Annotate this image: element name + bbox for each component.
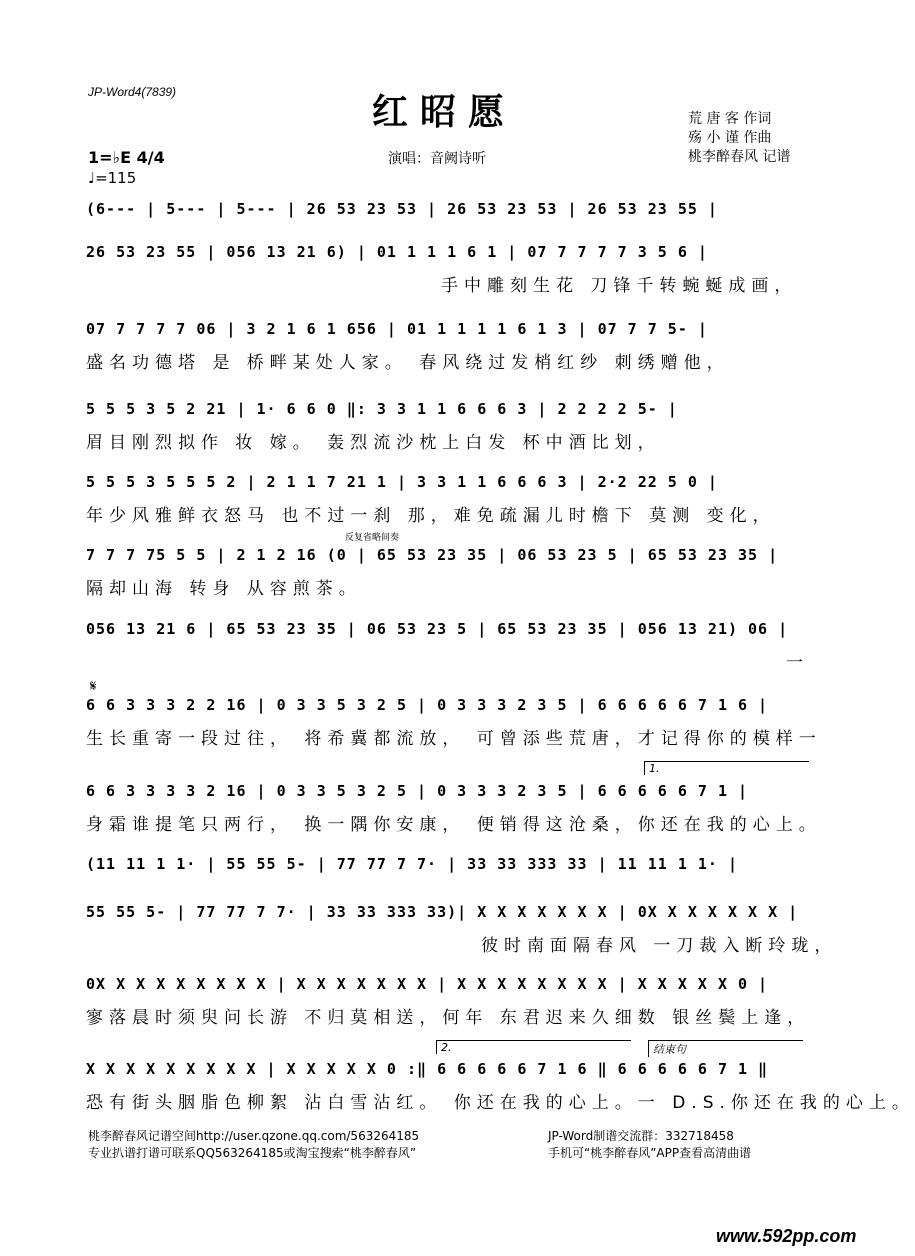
notes-line: (11 11 1 1· | 55 55 5- | 77 77 7 7· | 33 33 333 33 | 11 11 1 1· | (86, 855, 738, 873)
notes-line: 55 55 5- | 77 77 7 7· | 33 33 333 33)| X X X X X X X | 0X X X X X X X | (86, 903, 799, 921)
lyrics-line: 寥落晨时须臾问长游 不归莫相送，何年 东君迟来久细数 银丝鬓上逢， (86, 1008, 811, 1028)
system-6 (86, 546, 806, 598)
footer-left (88, 1128, 419, 1162)
system-11 (86, 903, 838, 956)
notes-line: 6 6 3 3 3 3 2 16 | 0 3 3 5 3 2 5 | 0 3 3 3 2 3 5 | 6 6 6 6 6 7 1 | (86, 782, 749, 800)
site-watermark[interactable]: www.592pp.com (716, 1226, 857, 1246)
system-1 (86, 200, 806, 228)
tempo-marking: ♩=115 (88, 169, 137, 187)
footer-group: JP-Word制谱交流群：332718458 (548, 1129, 734, 1143)
footer-contact: 专业扒谱打谱可联系QQ563264185或淘宝搜索“桃李醉春风” (88, 1146, 417, 1160)
notes-line: 26 53 23 55 | 056 13 21 6) | 01 1 1 1 6 1 | 07 7 7 7 7 3 5 6 | (86, 243, 708, 261)
lyrics-line: 年少风雅鲜衣怒马 也不过一刹 那，难免疏漏儿时檐下 莫测 变化， (86, 506, 776, 526)
ending-bracket: 结束句 (648, 1040, 803, 1057)
key-signature: 1=♭E 4/4 (88, 148, 165, 167)
notes-line: 056 13 21 6 | 65 53 23 35 | 06 53 23 5 | 65 53 23 35 | 056 13 21) 06 | (86, 620, 789, 638)
singer-credit: 演唱：音阙诗听 (388, 151, 486, 167)
notes-line: X X X X X X X X X | X X X X X 0 :‖ 6 6 6 6 6 7 1 6 ‖ 6 6 6 6 6 7 1 ‖ (86, 1060, 769, 1078)
system-4 (86, 400, 806, 452)
notes-line: 6 6 3 3 3 2 2 16 | 0 3 3 5 3 2 5 | 0 3 3 3 2 3 5 | 6 6 6 6 6 7 1 6 | (86, 696, 769, 714)
lyrics-line: 身霜谁提笔只两行， 换一隅你安康， 便销得这沧桑，你还在我的心上。 (86, 815, 822, 835)
system-8 (86, 696, 822, 749)
lyrics-line: 生长重寄一段过往， 将希冀都流放， 可曾添些荒唐，才记得你的模样一 (86, 729, 822, 749)
repeat-note: 反复省略间奏 (345, 533, 400, 543)
notes-line: (6--- | 5--- | 5--- | 26 53 23 53 | 26 53 23 53 | 26 53 23 55 | (86, 200, 718, 218)
system-9 (86, 782, 822, 835)
credits-block (688, 110, 790, 167)
notes-line: 5 5 5 3 5 5 5 2 | 2 1 1 7 21 1 | 3 3 1 1 6 6 6 3 | 2·2 22 5 0 | (86, 473, 718, 491)
lyricist-credit: 荒 唐 客 作词 (688, 111, 772, 127)
system-10 (86, 855, 806, 883)
system-3 (86, 320, 806, 372)
lyrics-line: 彼时南面隔春风 一刀裁入断玲珑， (481, 936, 838, 956)
transcriber-credit: 桃李醉春风 记谱 (688, 149, 791, 165)
system-7 (86, 620, 809, 673)
system-2 (86, 243, 806, 295)
notes-line: 7 7 7 75 5 5 | 2 1 2 16 (0 | 65 53 23 35 | 06 53 23 5 | 65 53 23 35 | (86, 546, 779, 564)
volta-2: 2. (436, 1040, 631, 1054)
footer-qzone-link[interactable]: 桃李醉春风记谱空间http://user.qzone.qq.com/563264185 (88, 1129, 420, 1143)
software-tag: JP-Word4(7839) (88, 85, 177, 99)
notes-line: 0X X X X X X X X X | X X X X X X X | X X X X X X X X | X X X X X 0 | (86, 975, 769, 993)
lyrics-line: 隔却山海 转身 从容煎茶。 (86, 579, 362, 599)
system-12 (86, 975, 811, 1028)
volta-1: 1. (644, 761, 809, 775)
notes-line: 07 7 7 7 7 06 | 3 2 1 6 1 656 | 01 1 1 1 1 6 1 3 | 07 7 7 5- | (86, 320, 708, 338)
notes-line: 5 5 5 3 5 2 21 | 1· 6 6 0 ‖: 3 3 1 1 6 6 6 3 | 2 2 2 2 5- | (86, 400, 678, 418)
lyrics-line: 一 (786, 653, 809, 673)
lyrics-line: 手中雕刻生花 刀锋千转蜿蜒成画， (441, 276, 798, 296)
song-title: 红昭愿 (371, 91, 516, 133)
system-5 (86, 473, 806, 525)
lyrics-line: 恐有街头胭脂色柳絮 沾白雪沾红。 你还在我的心上。一 D.S.你还在我的心上。 (86, 1093, 915, 1113)
system-13 (86, 1060, 915, 1113)
footer-app: 手机可“桃李醉春风”APP查看高清曲谱 (548, 1146, 752, 1160)
lyrics-line: 盛名功德塔 是 桥畔某处人家。 春风绕过发梢红纱 刺绣赠他， (86, 353, 730, 373)
composer-credit: 殇 小 谨 作曲 (688, 130, 772, 146)
footer-right (548, 1128, 751, 1162)
lyrics-line: 眉目刚烈拟作 妆 嫁。 轰烈流沙枕上白发 杯中酒比划， (86, 433, 661, 453)
segno-mark: 𝄋 (90, 677, 97, 695)
